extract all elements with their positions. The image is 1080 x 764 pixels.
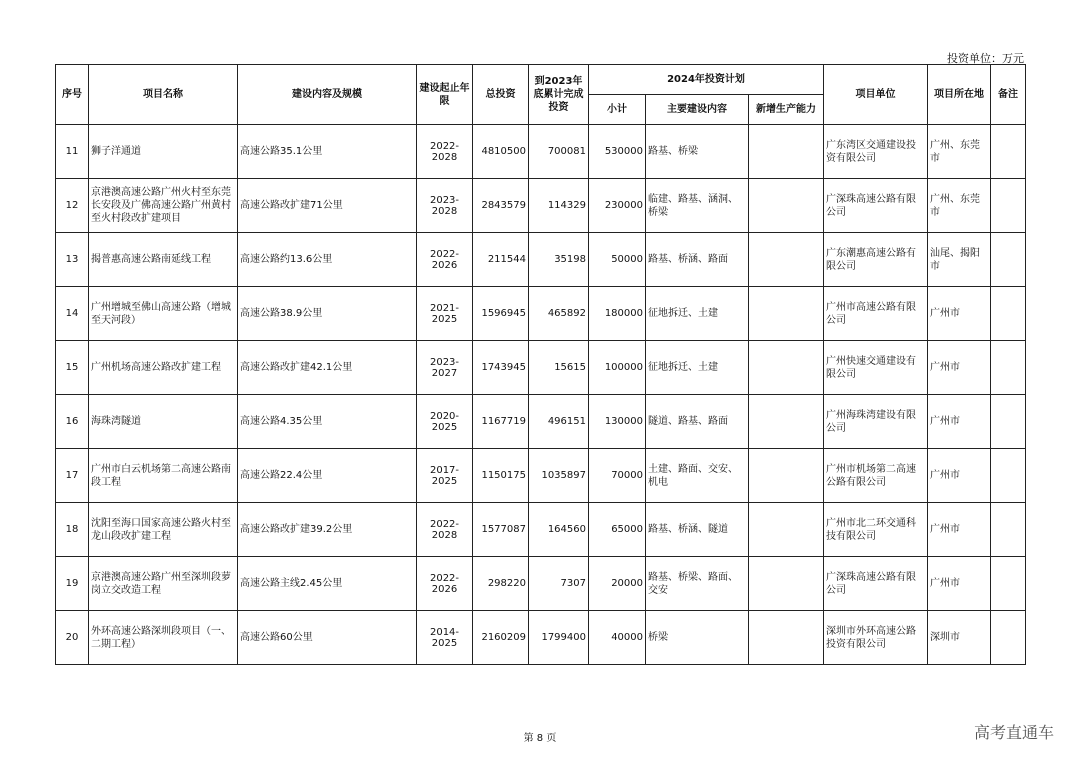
cell-total: 1150175 [473, 449, 529, 503]
table-row [56, 179, 1026, 233]
cell-location: 广州、东莞市 [928, 125, 991, 179]
cell-seq: 17 [56, 449, 89, 503]
cell-capacity [749, 233, 824, 287]
cell-content: 高速公路主线2.45公里 [238, 557, 417, 611]
cell-done: 164560 [529, 503, 589, 557]
cell-done: 7307 [529, 557, 589, 611]
cell-project-name: 沈阳至海口国家高速公路火村至龙山段改扩建工程 [89, 503, 238, 557]
cell-seq: 12 [56, 179, 89, 233]
cell-unit: 广州市高速公路有限公司 [824, 287, 928, 341]
cell-total: 2160209 [473, 611, 529, 665]
header-unit: 项目单位 [824, 65, 928, 125]
cell-subtotal: 20000 [589, 557, 646, 611]
cell-location: 广州市 [928, 557, 991, 611]
cell-total: 1577087 [473, 503, 529, 557]
cell-subtotal: 65000 [589, 503, 646, 557]
cell-capacity [749, 449, 824, 503]
cell-project-name: 揭普惠高速公路南延线工程 [89, 233, 238, 287]
cell-content: 高速公路38.9公里 [238, 287, 417, 341]
cell-unit: 广州市北二环交通科技有限公司 [824, 503, 928, 557]
cell-period: 2022-2026 [417, 557, 473, 611]
cell-remark [991, 503, 1026, 557]
cell-main-content: 征地拆迁、土建 [646, 341, 749, 395]
cell-main-content: 路基、桥梁、路面、交安 [646, 557, 749, 611]
cell-location: 广州市 [928, 449, 991, 503]
table-row [56, 503, 1026, 557]
cell-done: 700081 [529, 125, 589, 179]
cell-period: 2023-2027 [417, 341, 473, 395]
cell-content: 高速公路35.1公里 [238, 125, 417, 179]
cell-capacity [749, 503, 824, 557]
cell-capacity [749, 287, 824, 341]
cell-done: 114329 [529, 179, 589, 233]
cell-main-content: 土建、路面、交安、机电 [646, 449, 749, 503]
cell-period: 2017-2025 [417, 449, 473, 503]
table-header [56, 65, 1026, 125]
cell-main-content: 隧道、路基、路面 [646, 395, 749, 449]
cell-subtotal: 50000 [589, 233, 646, 287]
header-capacity: 新增生产能力 [749, 95, 824, 125]
cell-unit: 广州市机场第二高速公路有限公司 [824, 449, 928, 503]
cell-unit: 广东湾区交通建设投资有限公司 [824, 125, 928, 179]
cell-remark [991, 179, 1026, 233]
investment-plan-table [55, 64, 1026, 665]
cell-content: 高速公路改扩建71公里 [238, 179, 417, 233]
cell-done: 496151 [529, 395, 589, 449]
cell-unit: 深圳市外环高速公路投资有限公司 [824, 611, 928, 665]
cell-main-content: 路基、桥涵、路面 [646, 233, 749, 287]
cell-period: 2014-2025 [417, 611, 473, 665]
header-total: 总投资 [473, 65, 529, 125]
cell-subtotal: 70000 [589, 449, 646, 503]
cell-location: 广州、东莞市 [928, 179, 991, 233]
header-project-name: 项目名称 [89, 65, 238, 125]
cell-subtotal: 40000 [589, 611, 646, 665]
cell-done: 15615 [529, 341, 589, 395]
table-row [56, 233, 1026, 287]
cell-project-name: 广州机场高速公路改扩建工程 [89, 341, 238, 395]
header-location: 项目所在地 [928, 65, 991, 125]
cell-unit: 广州海珠湾建设有限公司 [824, 395, 928, 449]
watermark-text: 高考直通车 [973, 723, 1054, 742]
table-row [56, 395, 1026, 449]
cell-main-content: 桥梁 [646, 611, 749, 665]
cell-done: 465892 [529, 287, 589, 341]
cell-project-name: 广州增城至佛山高速公路（增城至天河段） [89, 287, 238, 341]
cell-project-name: 狮子洋通道 [89, 125, 238, 179]
cell-period: 2021-2025 [417, 287, 473, 341]
cell-seq: 15 [56, 341, 89, 395]
cell-subtotal: 230000 [589, 179, 646, 233]
cell-remark [991, 611, 1026, 665]
cell-location: 汕尾、揭阳市 [928, 233, 991, 287]
cell-main-content: 路基、桥涵、隧道 [646, 503, 749, 557]
table-row [56, 611, 1026, 665]
cell-total: 4810500 [473, 125, 529, 179]
cell-subtotal: 130000 [589, 395, 646, 449]
cell-location: 广州市 [928, 503, 991, 557]
cell-seq: 14 [56, 287, 89, 341]
cell-capacity [749, 341, 824, 395]
header-content: 建设内容及规模 [238, 65, 417, 125]
cell-period: 2022-2026 [417, 233, 473, 287]
cell-remark [991, 341, 1026, 395]
cell-content: 高速公路22.4公里 [238, 449, 417, 503]
cell-period: 2022-2028 [417, 503, 473, 557]
cell-capacity [749, 395, 824, 449]
header-seq: 序号 [56, 65, 89, 125]
cell-content: 高速公路约13.6公里 [238, 233, 417, 287]
header-done: 到2023年底累计完成投资 [529, 65, 589, 125]
cell-seq: 16 [56, 395, 89, 449]
cell-total: 1167719 [473, 395, 529, 449]
cell-total: 1743945 [473, 341, 529, 395]
cell-content: 高速公路60公里 [238, 611, 417, 665]
cell-seq: 11 [56, 125, 89, 179]
table-row [56, 449, 1026, 503]
table-row [56, 125, 1026, 179]
cell-location: 广州市 [928, 395, 991, 449]
cell-capacity [749, 179, 824, 233]
cell-subtotal: 180000 [589, 287, 646, 341]
cell-done: 1035897 [529, 449, 589, 503]
cell-subtotal: 530000 [589, 125, 646, 179]
cell-unit: 广州快速交通建设有限公司 [824, 341, 928, 395]
cell-seq: 18 [56, 503, 89, 557]
cell-capacity [749, 125, 824, 179]
cell-unit: 广深珠高速公路有限公司 [824, 179, 928, 233]
cell-main-content: 征地拆迁、土建 [646, 287, 749, 341]
cell-location: 广州市 [928, 287, 991, 341]
cell-capacity [749, 611, 824, 665]
cell-period: 2023-2028 [417, 179, 473, 233]
investment-unit-note: 投资单位：万元 [947, 52, 1024, 65]
table-row [56, 557, 1026, 611]
cell-project-name: 海珠湾隧道 [89, 395, 238, 449]
cell-location: 深圳市 [928, 611, 991, 665]
cell-project-name: 广州市白云机场第二高速公路南段工程 [89, 449, 238, 503]
cell-project-name: 京港澳高速公路广州至深圳段萝岗立交改造工程 [89, 557, 238, 611]
header-period: 建设起止年限 [417, 65, 473, 125]
cell-capacity [749, 557, 824, 611]
cell-project-name: 外环高速公路深圳段项目（一、二期工程） [89, 611, 238, 665]
header-main-content: 主要建设内容 [646, 95, 749, 125]
header-plan2024: 2024年投资计划 [589, 65, 824, 95]
cell-unit: 广深珠高速公路有限公司 [824, 557, 928, 611]
table-row [56, 287, 1026, 341]
table-body [56, 125, 1026, 665]
cell-period: 2020-2025 [417, 395, 473, 449]
page-number: 第 8 页 [523, 733, 557, 744]
cell-remark [991, 395, 1026, 449]
cell-project-name: 京港澳高速公路广州火村至东莞长安段及广佛高速公路广州黄村至火村段改扩建项目 [89, 179, 238, 233]
cell-content: 高速公路4.35公里 [238, 395, 417, 449]
cell-unit: 广东潮惠高速公路有限公司 [824, 233, 928, 287]
cell-seq: 13 [56, 233, 89, 287]
cell-remark [991, 125, 1026, 179]
cell-total: 1596945 [473, 287, 529, 341]
table-row [56, 341, 1026, 395]
cell-total: 211544 [473, 233, 529, 287]
cell-location: 广州市 [928, 341, 991, 395]
cell-remark [991, 233, 1026, 287]
cell-main-content: 临建、路基、涵洞、桥梁 [646, 179, 749, 233]
cell-subtotal: 100000 [589, 341, 646, 395]
cell-seq: 20 [56, 611, 89, 665]
cell-seq: 19 [56, 557, 89, 611]
cell-period: 2022-2028 [417, 125, 473, 179]
cell-total: 2843579 [473, 179, 529, 233]
cell-remark [991, 287, 1026, 341]
cell-done: 1799400 [529, 611, 589, 665]
cell-total: 298220 [473, 557, 529, 611]
header-subtotal: 小计 [589, 95, 646, 125]
cell-remark [991, 449, 1026, 503]
cell-content: 高速公路改扩建39.2公里 [238, 503, 417, 557]
cell-main-content: 路基、桥梁 [646, 125, 749, 179]
cell-done: 35198 [529, 233, 589, 287]
header-remark: 备注 [991, 65, 1026, 125]
cell-content: 高速公路改扩建42.1公里 [238, 341, 417, 395]
cell-remark [991, 557, 1026, 611]
